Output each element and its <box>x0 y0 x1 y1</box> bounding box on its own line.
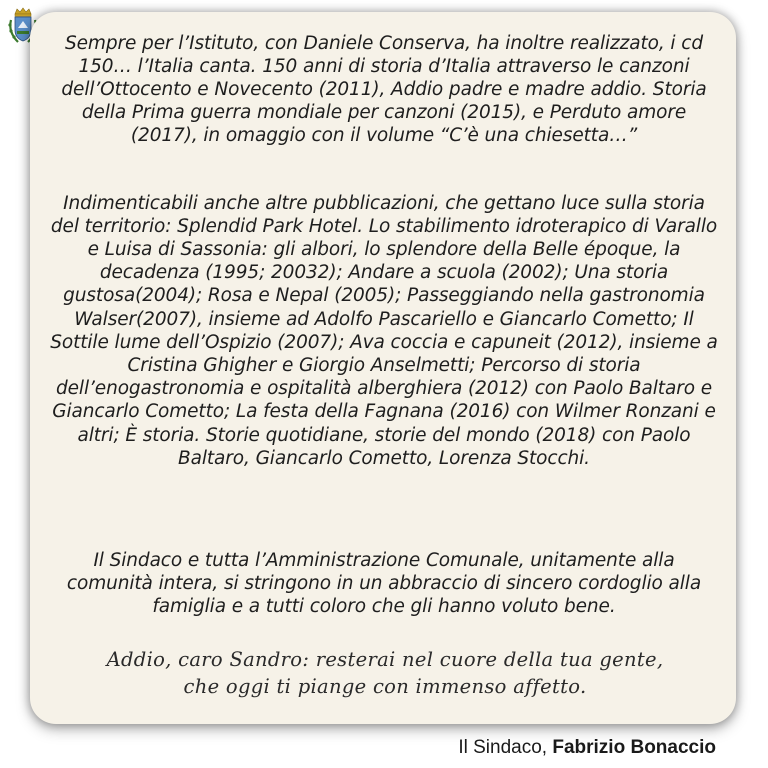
paragraph-condolences: Il Sindaco e tutta l’Amministrazione Comunale, unitamente alla comunità intera, si stringono in un abbraccio di sincero cordoglio alla famiglia e a tutti coloro che gli hanno voluto bene. <box>66 549 702 617</box>
closing-line-1: Addio, caro Sandro: resterai nel cuore della tua gente, <box>106 648 664 671</box>
signature-name: Fabrizio Bonaccio <box>552 737 716 758</box>
mayor-signature <box>458 737 716 759</box>
paragraph-cd-works: Sempre per l’Istituto, con Daniele Conserva, ha inoltre realizzato, i cd 150… l’Italia canta. 150 anni di storia d’Italia attraverso le canzoni dell’Ottocento e Novecento (2011), Addio padre e madre addio. Storia della Prima guerra mondiale per canzoni (2015), e Perduto amore (2017), in omaggio con il volume “C’è una chiesetta…” <box>61 32 707 147</box>
signature-role: Il Sindaco, <box>458 737 548 758</box>
closing-farewell <box>70 646 700 700</box>
paragraph-publications: Indimenticabili anche altre pubblicazioni, che gettano luce sulla storia del territorio: Splendid Park Hotel. Lo stabilimento idroterapico di Varallo e Luisa di Sassonia: gli albori, lo splendore della Belle époque, la decadenza (1995; 20032); Andare a scuola (2002); Una storia gustosa(2004); Rosa e Nepal (2005); Passeggiando nella gastronomia Walser(2007), insieme ad Adolfo Pascariello e Giancarlo Cometto; Il Sottile lume dell’Ospizio (2007); Ava coccia e capuneit (2012), insieme a Cristina Ghigher e Giorgio Anselmetti; Percorso di storia dell’enogastronomia e ospitalità alberghiera (2012) con Paolo Baltaro e Giancarlo Cometto; La festa della Fagnana (2016) con Wilmer Ronzani e altri; È storia. Storie quotidiane, storie del mondo (2018) con Paolo Baltaro, Giancarlo Cometto, Lorenza Stocchi. <box>50 192 718 469</box>
closing-line-2: che oggi ti piange con immenso affetto. <box>183 675 587 698</box>
